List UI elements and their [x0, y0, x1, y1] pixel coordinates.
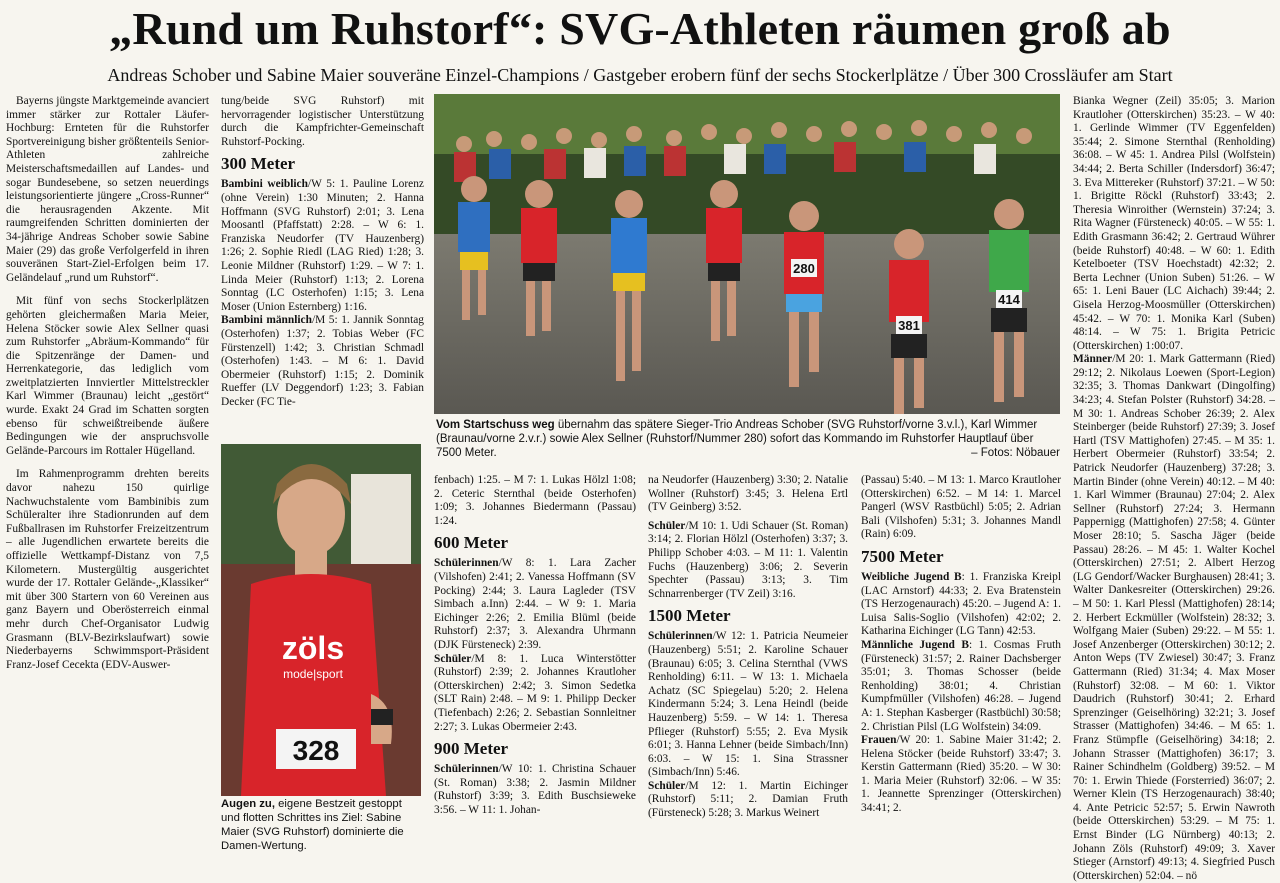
section-heading-300m: 300 Meter — [221, 154, 296, 174]
result-block: Bambini männlich/M 5: 1. Jannik Sonntag (Osterhofen) 1:37; 2. Tobias Weber (FC Fürstenzell) 1:42; 3. Christian Schmadl (Osterhofen) 1:43. – M 6: 1. David Obermeier (Ruhstorf) 1:15; 2. Dominik Rueffer (LV Deggendorf) 1:23; 3. Fabian Decker (FC Tie- — [221, 314, 424, 408]
article-column-2 — [221, 95, 424, 440]
result-block: Schülerinnen/W 12: 1. Patricia Neumeier (Hauzenberg) 5:51; 2. Karoline Schauer (Braunau) 6:05; 3. Celina Sternthal (VWS Renholding) 6:11. – W 13: 1. Michaela Achatz (SC Spiegelau) 5:20; 2. Helena Kindermann 5:24; 3. Lena Heindl (beide Hauzenberg) 5:59. – W 14: 1. Theresa Pflieger (Ruhstorf) 5:55; 2. Eva Mysik 6:01; 3. Hanna Lehner (beide Simbach/Inn) 6:03. – W 15: 1. Sina Strassner (Simbach/Inn) 5:46. — [648, 630, 848, 779]
bib-number: 414 — [998, 292, 1020, 307]
section-heading-900m: 900 Meter — [434, 739, 509, 759]
result-block: (Passau) 5:40. – M 13: 1. Marco Krautloher (Otterskirchen) 6:52. – M 14: 1. Marcel Pangerl (WSV Rastbüchl) 5:05; 2. Adrian Bali (Vilshofen) 5:31; 3. Johannes Mandl (Rain) 6:09. — [861, 474, 1061, 541]
race-start-photo — [434, 94, 1060, 414]
article-paragraph: Mit fünf von sechs Stockerlplätzen gehörten gleichermaßen Maria Meier, Helena Stöcker sowie Alex Sellner quasi zum Ruhstorfer „Abräum-Kommando“ für die Spitzenränge der Damen- und Herrenkategorie, das lediglich vom zweitplatzierten Innviertler Mittelstreckler Karl Wimmer (Braunau) leicht „gestört“ wurde. Exakt 24 Grad im Schatten sorgten ebenso für schweißtreibende äußere Bedingungen wie der anspruchsvolle Gelände-Parcours im Rottaler Hügelland. — [6, 295, 209, 457]
results-column-3 — [434, 474, 636, 856]
bib-number: 381 — [898, 318, 920, 333]
photo-credit: – Fotos: Nöbauer — [971, 447, 1060, 459]
article-paragraph: Bayerns jüngste Marktgemeinde avanciert immer stärker zur Rottaler Läufer-Hochburg: Ernteten für die Ruhstorfer Sportvereinigung bisher größtenteils Senior-Athleten zahlreiche Meisterschaftsmedaillen auf Landes- und sogar Bundesebene, so setzen neuerdings leistungsorientierte jüngere „Cross-Runner“ die herausragenden Akzente. Mit raumgreifenden Schritten dominierten der 34-jährige Andreas Schober sowie Sabine Maier (29) das große Verfolgerfeld in ihren souveränen Start-Ziel-Erfolgen beim 17. Geländelauf „rund um Ruhstorf“. — [6, 95, 209, 284]
result-block: Schülerinnen/W 10: 1. Christina Schauer (St. Roman) 3:38; 2. Jasmin Mildner (Ruhstorf) 3:39; 3. Edith Buschsieweke 3:56. – W 11: 1. Johan- — [434, 763, 636, 816]
race-start-image — [434, 94, 1060, 414]
results-column-5 — [861, 474, 1061, 856]
section-heading-1500m: 1500 Meter — [648, 606, 731, 626]
article-paragraph: tung/beide SVG Ruhstorf) mit hervorragender logistischer Unterstützung durch die Kampfrichter-Gemeinschaft Ruhstorf-Pocking. — [221, 95, 424, 148]
result-block: na Neudorfer (Hauzenberg) 3:30; 2. Natalie Wollner (Ruhstorf) 3:45; 3. Helena Ertl (TV Geinberg) 3:52. — [648, 474, 848, 514]
author-signature: – nö — [1177, 869, 1198, 882]
article-paragraph: Im Rahmenprogramm drehten bereits davor nahezu 150 quirlige Nachwuchstalente vom Bambinibis zum Schüleralter ihre Stadionrunden auf dem Fußballrasen im Ruhstorfer Freizeitzentrum – alle Jugendlichen erwartete bereits die offizielle Wettkampf-Distanz von 7,5 Kilometern. Mustergültig ausgerichtet wurde der 17. Rottaler Gelände-„Klassiker“ mit über 300 Startern von 60 Vereinen aus ganz Bayern und Oberösterreich einmal mehr durch Chef-Organisator Ludwig Grasmann (BLV-Bezirkslaufwart) sowie Niederbayerns Schwimmsport-Präsident Franz-Josef Cecekta (EDV-Auswer- — [6, 468, 209, 671]
result-block: Schüler/M 10: 1. Udi Schauer (St. Roman) 3:14; 2. Florian Hölzl (Osterhofen) 3:37; 3. Philipp Schober 4:03. – M 11: 1. Valentin Fuchs (Hauzenberg) 3:06; 2. Severin Spechter (Passau) 3:13; 3. Tim Schnarrenberger (TV Zeil) 3:16. — [648, 519, 848, 600]
shirt-brand: zöls — [281, 630, 345, 666]
section-heading-7500m: 7500 Meter — [861, 546, 944, 566]
result-block: Bianka Wegner (Zeil) 35:05; 3. Marion Krautloher (Otterskirchen) 35:23. – W 40: 1. Gerlinde Wimmer (TV Eggenfelden) 35:44; 2. Simone Sternthal (Renholding) 36:08. – W 45: 1. Andrea Pilsl (Wolfstein) 34:44; 2. Berta Schiller (Indersdorf) 36:47; 3. Eva Mittereker (Ruhstorf) 37:21. – W 50: 1. Brigitte Röckl (Ruhstorf) 33:43; 2. Theresia Winroither (Wernstein) 37:24; 3. Rita Wagner (Fürsteneck) 40:05. – W 55: 1. Edith Grasmann 36:42; 2. Gertraud Wührer (beide Ruhstorf) 40:48. – W 60: 1. Edith Ketelboeter (TSV Hoechstadt) 42:32; 2. Berta Lechner (Union Suben) 51:26. – W 65: 1. Leni Bauer (LC Aichach) 39:44; 2. Gisela Herzog-Moosmüller (Otterskirchen) 45:42. – W 70: 1. Monika Karl (Suben) 48:14. – W 75: 1. Brigita Petricic (Otterskirchen) 1:00:07. — [1073, 95, 1275, 352]
result-block: Frauen/W 20: 1. Sabine Maier 31:42; 2. Helena Stöcker (beide Ruhstorf) 33:47; 3. Kerstin Gattermann (Ried) 35:20. – W 30: 1. Maria Meier (Ruhstorf) 32:06. – W 35: 1. Jeannette Sprenzinger (Otterskirchen) 34:41; 2. — [861, 734, 1061, 815]
result-block: Schüler/M 12: 1. Martin Eichinger (Ruhstorf) 5:11; 2. Damian Fruth (Fürsteneck) 5:28; 3. Markus Weinert — [648, 779, 848, 820]
result-block: Weibliche Jugend B: 1. Franziska Kreipl (LAC Arnstorf) 44:33; 2. Eva Bratenstein (TS Herzogenaurach) 45:20. – Jugend A: 1. Luisa Salis-Soglio (Vilshofen) 42:02; 2. Katharina Eichinger (LG Tann) 42:53. — [861, 570, 1061, 638]
side-photo-caption: Augen zu, eigene Bestzeit gestoppt und flotten Schrittes ins Ziel: Sabine Maier (SVG Ruhstorf) dominierte die Damen-Wertung. — [221, 798, 404, 852]
shirt-subtext: mode|sport — [283, 667, 343, 681]
article-column-1 — [6, 95, 209, 855]
finisher-image — [221, 444, 421, 796]
bib-number: 280 — [793, 261, 815, 276]
result-block: fenbach) 1:25. – M 7: 1. Lukas Hölzl 1:08; 2. Ceteric Sternthal (beide Osterhofen) 1:09; 3. Johannes Biedermann (Passau) 1:24. — [434, 474, 636, 527]
result-block: Männliche Jugend B: 1. Cosmas Fruth (Fürsteneck) 31:57; 2. Rainer Dachsberger 35:01; 3. Thomas Schosser (beide Renholding) 38:01; 4. Christian Kumpfmüller (Vilshofen) 46:28. – Jugend A: 1. Stephan Kasberger (Rastbüchl) 30:58; 2. Christian Pilsl (LG Wolfstein) 34:09. — [861, 638, 1061, 733]
section-heading-600m: 600 Meter — [434, 533, 509, 553]
headline: „Rund um Ruhstorf“: SVG-Athleten räumen groß ab — [109, 3, 1171, 54]
results-column-4 — [648, 474, 848, 856]
finisher-photo — [221, 444, 421, 796]
result-block: Bambini weiblich/W 5: 1. Pauline Lorenz (ohne Verein) 1:30 Minuten; 2. Hanna Hoffmann (SVG Ruhstorf) 2:01; 3. Lena Moosantl (Pfaffstatt) 2:28. – W 6: 1. Franziska Neudorfer (TV Hauzenberg) 1:26; 2. Sophie Riedl (LAG Ried) 1:28; 3. Leonie Mildner (Ruhstorf) 1:29. – W 7: 1. Linda Meier (Ruhstorf) 1:13; 2. Lorena Sonntag (LC Osterhofen) 1:15; 3. Lena Moser (Union Esternberg) 1:16. — [221, 178, 424, 313]
result-block: Männer/M 20: 1. Mark Gattermann (Ried) 29:12; 2. Nikolaus Loewen (Sport-Legion) 32:35; 3. Thomas Dankwart (Dingolfing) 34:23; 4. Stefan Polster (Ruhstorf) 34:28. – M 30: 1. Andreas Schober 26:39; 2. Alex Steinberger (beide Ruhstorf) 27:39; 3. Josef Hartl (TSV Mattighofen) 27:45. – M 35: 1. Herbert Obermeier (Ruhstorf) 33:54; 2. Patrick Neudorfer (Hauzenberg) 37:28; 3. Martin Binder (ohne Verein) 40:12. – M 40: 1. Karl Wimmer (Braunau) 27:04; 2. Alex Sellner (Ruhstorf) 27:24; 3. Hermann Pappernigg (Mattighofen) 27:58; 4. Günter Moser 28:10; 5. Sascha Jäger (beide Passau) 28:26. – M 45: 1. Walter Kochel (Otterskirchen) 27:51; 2. Albert Herzog (LG Gendorf/Wacker Burghausen) 28:41; 3. Walter Dankesreiter (Otterskirchen) 29:26. – M 50: 1. Karl Plessl (Mattighofen) 28:14; 2. Herbert Eckmüller (Wolfstein) 28:32; 3. Wolfgang Maier (Suben) 29:22. – M 55: 1. Josef Anzenberger (Otterskirchen) 30:12; 2. Anton Weps (TV Zwiesel) 30:47; 3. Franz Gattermann (Ried) 31:34; 4. Max Moser (Ruhstorf) 32:08. – M 60: 1. Viktor Daudrich (Ruhstorf) 30:41; 2. Erhard Sprenzinger (Geiselhöring) 32:21; 3. Josef Strasser (Mattighofen) 34:46. – M 65: 1. Franz Stümpfle (Geiselhöring) 34:18; 2. Johann Strasser (Mattighofen) 36:17; 3. Rainer Schindhelm (Goldberg) 39:52. – M 70: 1. Erwin Thiede (Forsterried) 36:07; 2. Werner Klein (TS Herzogenaurach) 38:40; 4. Ante Petricic 52:57; 5. Erwin Nawroth (beide Otterskirchen) 53:29. – M 75: 1. Ernst Binder (LG Nürnberg) 40:13; 2. Johann Zöls (Ruhstorf) 49:09; 3. Xaver Stieger (Arnstorf) 49:13; 4. Siegfried Pusch (Otterskirchen) 52:04. – nö — [1073, 353, 1275, 882]
results-column-6 — [1073, 95, 1275, 882]
bib-number: 328 — [292, 735, 340, 766]
subheadline: Andreas Schober und Sabine Maier souveräne Einzel-Champions / Gastgeber erobern fünf der sechs Stockerlplätze / Über 300 Crossläufer am Start — [107, 65, 1173, 85]
result-block: Schüler/M 8: 1. Luca Winterstötter (Ruhstorf) 2:39; 2. Johannes Krautloher (Otterskirchen) 2:42; 3. Simon Sedetka (SLT Rain) 2:48. – M 9: 1. Philipp Decker (Tiefenbach) 2:26; 2. Sebastian Sonnleitner 2:27; 3. Lukas Obermeier 2:43. — [434, 652, 636, 733]
main-photo-caption: Vom Startschuss weg übernahm das spätere Sieger-Trio Andreas Schober (SVG Ruhstorf/vorne 3.v.l.), Karl Wimmer (Braunau/vorne 2.v.r.) sowie Alex Sellner (Ruhstorf/Nummer 280) sofort das Kommando im Ruhstorfer Hauptlauf über 7500 Meter. – Fotos: Nöbauer — [436, 419, 1060, 459]
result-block: Schülerinnen/W 8: 1. Lara Zacher (Vilshofen) 2:41; 2. Vanessa Hoffmann (SV Pocking) 2:44; 3. Laura Lagleder (TSV Simbach a.Inn) 2:44. – W 9: 1. Maria Eichinger 2:26; 2. Emilia Blüml (beide Ruhstorf) 2:37; 3. Alexandra Uhrmann (DJK Fürsteneck) 2:39. — [434, 557, 636, 651]
